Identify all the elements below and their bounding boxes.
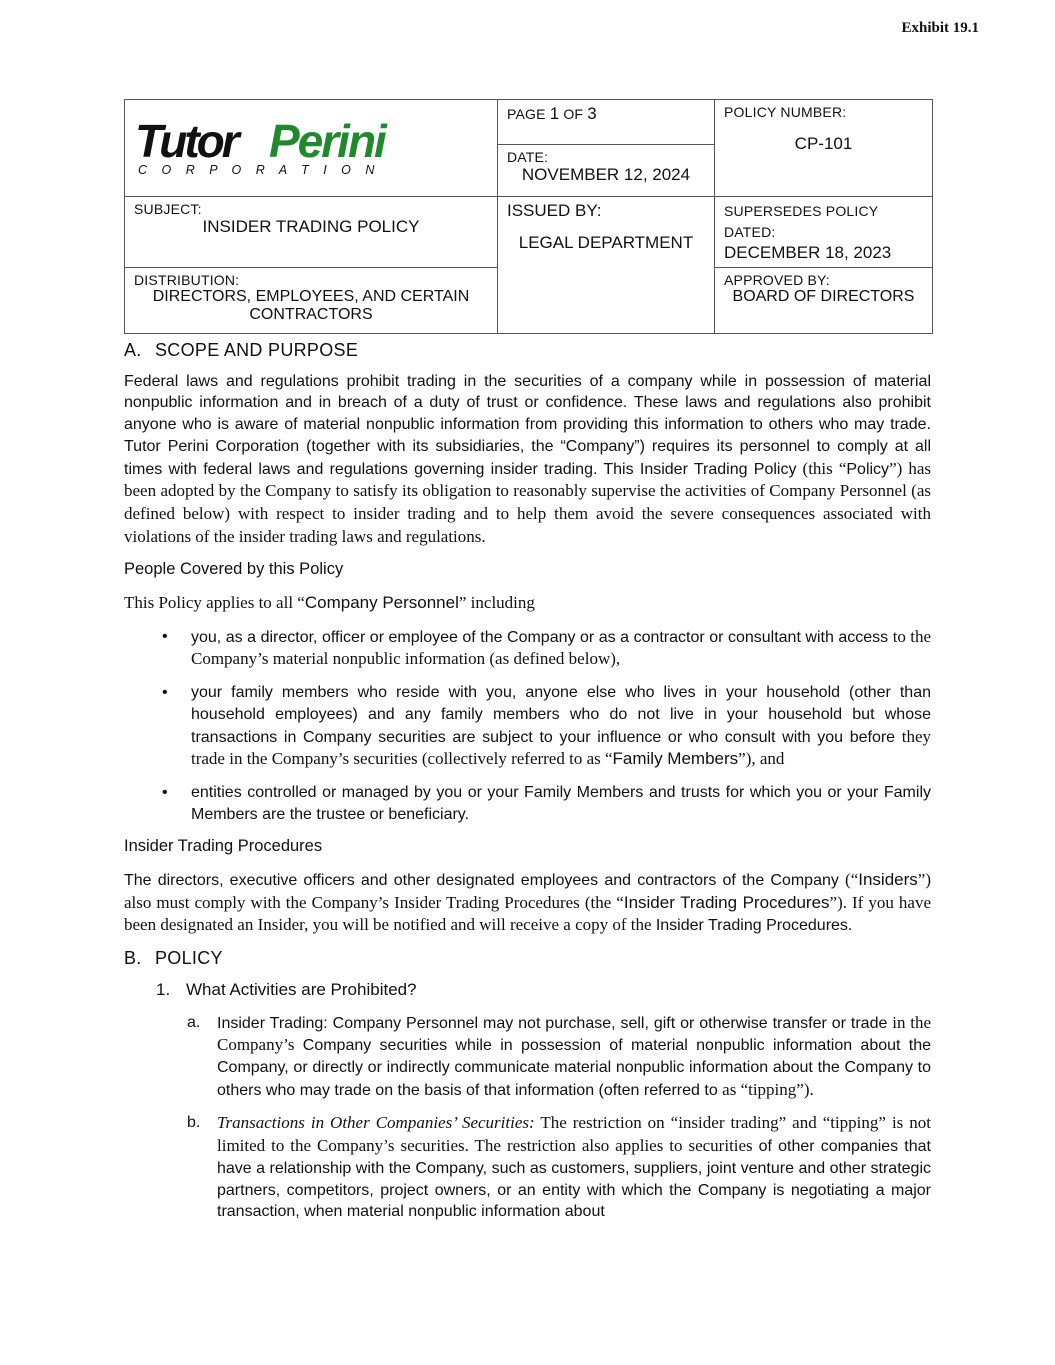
policy-number-label: POLICY NUMBER: <box>724 104 847 120</box>
defined-term-insider-trading-procedures: Insider Trading Procedures <box>623 892 830 912</box>
subject-cell <box>125 197 498 268</box>
company-logo <box>125 100 498 197</box>
policy-number-cell <box>715 100 933 197</box>
bullet-dot: • <box>162 627 168 645</box>
section-b-number: B. <box>124 948 142 969</box>
item-b-label: Transactions in Other Companies’ Securities: <box>217 1113 535 1133</box>
defined-term-company: Company <box>565 437 635 455</box>
applies-text-2: ” including <box>458 593 535 613</box>
logo-word-tutor: Tutor <box>135 118 237 167</box>
section-a-title: SCOPE AND PURPOSE <box>155 340 359 360</box>
subject-label: SUBJECT: <box>134 201 202 217</box>
date-value: NOVEMBER 12, 2024 <box>521 165 691 184</box>
issued-by-cell <box>498 197 715 334</box>
scope-text-2: ”) requires its personnel to comply at all times with federal laws and regulations governing insider trading. This <box>124 437 931 478</box>
defined-term-insiders: Insiders <box>858 870 918 890</box>
issued-by-value: LEGAL DEPARTMENT <box>518 233 694 252</box>
supersedes-value: DECEMBER 18, 2023 <box>724 243 892 262</box>
policy-body <box>124 340 931 1234</box>
policy-header-table <box>124 99 933 334</box>
distribution-label: DISTRIBUTION: <box>134 272 240 288</box>
supersedes-label: SUPERSEDES POLICY DATED: <box>724 203 879 240</box>
page-of-label: OF <box>559 106 588 122</box>
scope-text-3: (this “ <box>796 458 847 478</box>
item-b-other-companies: b. Transactions in Other Companies’ Securities: The restriction on “insider trading” and “tipping” is not limited to the Company’s securities. The restriction also applies to securities of other companies that have a relationship with the Company, such as customers, suppliers, joint venture and other strategic partners, competitors, project owners, or an entity with which the Company is negotiating a major transaction, when material nonpublic information about <box>187 1113 931 1221</box>
section-a-number: A. <box>124 340 142 360</box>
approved-by-cell <box>715 268 933 334</box>
approved-by-value: BOARD OF DIRECTORS <box>732 288 915 305</box>
list-item: • you, as a director, officer or employee of the Company or as a contractor or consultant with access to the Company’s material nonpublic information (as defined below), <box>162 626 931 669</box>
applies-paragraph <box>124 592 931 615</box>
item-1-heading: 1. What Activities are Prohibited? <box>156 979 417 999</box>
applies-text-1: This Policy applies to all “ <box>124 593 305 613</box>
date-cell <box>498 145 715 197</box>
defined-term-company-personnel: Company Personnel <box>304 593 459 613</box>
list-item: • your family members who reside with you, anyone else who lives in your household (other than household employees) and any family members who do not live in your household but whose transactions in Company securities are subject to your influence or who consult with you before they trade in the Company’s securities (collectively referred to as “Family Members”), and <box>162 684 931 769</box>
policy-number: CP-101 <box>794 134 853 153</box>
section-a-heading <box>124 340 931 362</box>
list-item: • entities controlled or managed by you or your Family Members and trusts for which you or your Family Members are the trustee or beneficiary. <box>162 783 931 823</box>
tutor-perini-logo <box>135 118 425 178</box>
page-number: 1 <box>549 104 560 123</box>
approved-by-label: APPROVED BY: <box>724 272 830 288</box>
item-a-label: Insider Trading: <box>217 1014 328 1032</box>
defined-term-insider-trading-policy: Insider Trading Policy <box>639 460 797 478</box>
distribution-value-line2: CONTRACTORS <box>249 306 373 323</box>
item-a-insider-trading: a. Insider Trading: Company Personnel may not purchase, sell, gift or otherwise transfer or trade in the Company’s Company securities while in possession of material nonpublic information about the Company, or directly or indirectly communicate material nonpublic information about the Company to others who may trade on the basis of that information (often referred to as “tipping”). <box>187 1012 932 1099</box>
insider-procedures-heading: Insider Trading Procedures <box>124 837 323 856</box>
logo-word-perini: Perini <box>269 118 385 167</box>
date-label: DATE: <box>507 149 549 165</box>
people-covered-heading: People Covered by this Policy <box>124 560 344 579</box>
section-b-heading <box>124 948 931 970</box>
page-label: PAGE <box>507 106 550 122</box>
bullet-dot: • <box>162 684 168 702</box>
bullet-dot: • <box>162 783 168 801</box>
exhibit-label: Exhibit 19.1 <box>901 20 979 36</box>
distribution-value-line1: DIRECTORS, EMPLOYEES, AND CERTAIN <box>152 288 470 305</box>
distribution-cell <box>125 268 498 334</box>
scope-text-4: ”) has been adopted by the Company to satisfy its obligation to reasonably supervise the activities of Company Personnel (as defined below) with respect to insider trading and to help them avoid the severe consequences associated with violations of the insider trading laws and regulations. <box>124 458 931 546</box>
supersedes-cell <box>715 197 933 268</box>
procedures-paragraph: The directors, executive officers and other designated employees and contractors of the Company (“Insiders”) also must comply with the Company’s Insider Trading Procedures (the “Insider Trading Procedures”). If you have been designated an Insider, you will be notified and will receive a copy of the Insider Trading Procedures. <box>124 870 932 935</box>
subject-value: INSIDER TRADING POLICY <box>202 217 420 236</box>
page-cell <box>498 100 715 145</box>
issued-by-label: ISSUED BY: <box>507 201 602 220</box>
scope-text-1: Federal laws and regulations prohibit trading in the securities of a company while in possession of material nonpublic information and in breach of a duty of trust or confidence. These laws and regulations also prohibit anyone who is aware of material nonpublic information from providing this information to others who may trade. Tutor Perini Corporation (together with its subsidiaries, the “ <box>124 372 931 455</box>
page-total: 3 <box>587 104 597 123</box>
scope-paragraph <box>124 371 931 549</box>
defined-term-policy: Policy <box>846 460 890 478</box>
logo-tagline: C O R P O R A T I O N <box>138 163 380 177</box>
covered-persons-list <box>124 626 931 826</box>
defined-term-family-members: Family Members <box>612 749 739 769</box>
section-b-title: POLICY <box>155 948 223 969</box>
